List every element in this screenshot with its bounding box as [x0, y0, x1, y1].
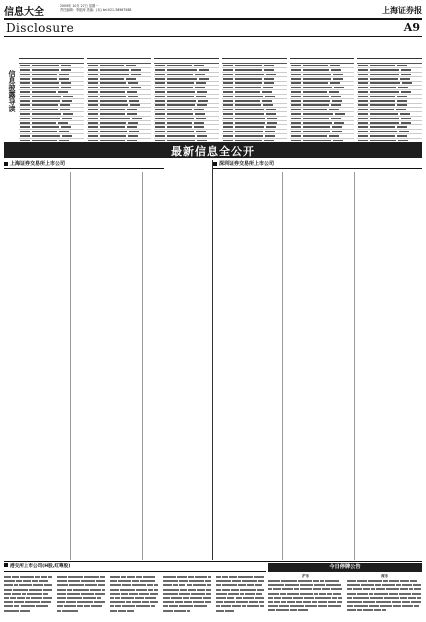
- text-line: [216, 609, 264, 613]
- article-column-6: [356, 172, 422, 560]
- sz-exchange-header: [213, 160, 422, 169]
- article-column-4: [214, 172, 280, 560]
- hk-listed-section: [4, 563, 266, 618]
- hk-section-title: 港交所上市公司(H股,红筹股): [10, 564, 71, 569]
- date-line: 2009年 10月 27日 星期一: [60, 4, 99, 8]
- brand-title: 信息大全: [4, 7, 44, 18]
- stock-table: [19, 58, 84, 138]
- page-number: A9: [403, 21, 420, 34]
- suspension-header: 今日停牌公告: [268, 563, 422, 572]
- article-column-1: [4, 172, 68, 560]
- text-line: [347, 608, 422, 612]
- sh-suspension-title: 沪市: [302, 574, 309, 578]
- text-line: [110, 609, 158, 613]
- paper-name: 上海证券报: [382, 5, 422, 15]
- article-column-2: [72, 172, 140, 560]
- square-bullet-icon: [213, 162, 217, 166]
- stock-table: [357, 58, 422, 138]
- stock-table: [87, 58, 152, 138]
- sh-exchange-title: 上海证券交易所上市公司: [10, 161, 66, 167]
- banner-title: 最新信息全公开: [171, 145, 255, 158]
- article-column-5: [284, 172, 352, 560]
- hk-section-header: [4, 563, 266, 572]
- hk-section-text: [4, 575, 266, 613]
- section-vertical-label: 信息披露导读: [8, 70, 16, 112]
- bottom-rule: [4, 561, 422, 562]
- column-divider: [142, 172, 143, 560]
- masthead: [4, 3, 422, 17]
- text-line: [4, 609, 52, 613]
- section-title: Disclosure: [6, 21, 75, 35]
- hk-text-column: [163, 575, 211, 613]
- stock-table: [290, 58, 355, 138]
- sh-suspension-column: [268, 574, 343, 613]
- text-line: [163, 609, 211, 613]
- editor-line: 责任编辑：李振涛 美编：(本) tel:021-38967588: [60, 8, 132, 13]
- text-line: [268, 608, 343, 612]
- column-divider: [282, 172, 283, 560]
- square-bullet-icon: [4, 563, 8, 567]
- section-bar: [4, 18, 422, 37]
- sz-suspension-column: [347, 574, 422, 613]
- suspension-section: [268, 563, 422, 618]
- text-line: [57, 609, 105, 613]
- hk-text-column: [57, 575, 105, 613]
- stock-table: [154, 58, 219, 138]
- square-bullet-icon: [4, 162, 8, 166]
- sz-suspension-title: 深市: [381, 574, 388, 578]
- hk-text-column: [110, 575, 158, 613]
- hk-text-column: [216, 575, 264, 613]
- sh-exchange-header: [4, 160, 164, 169]
- column-divider: [354, 172, 355, 560]
- exchange-divider: [212, 160, 213, 560]
- hk-text-column: [4, 575, 52, 613]
- masthead-meta: [60, 4, 131, 13]
- stock-table: [222, 58, 287, 138]
- column-divider: [70, 172, 71, 560]
- stock-tables: [19, 58, 422, 138]
- article-column-3: [144, 172, 210, 560]
- headline-banner: [4, 142, 422, 158]
- sz-exchange-title: 深圳证券交易所上市公司: [219, 161, 275, 167]
